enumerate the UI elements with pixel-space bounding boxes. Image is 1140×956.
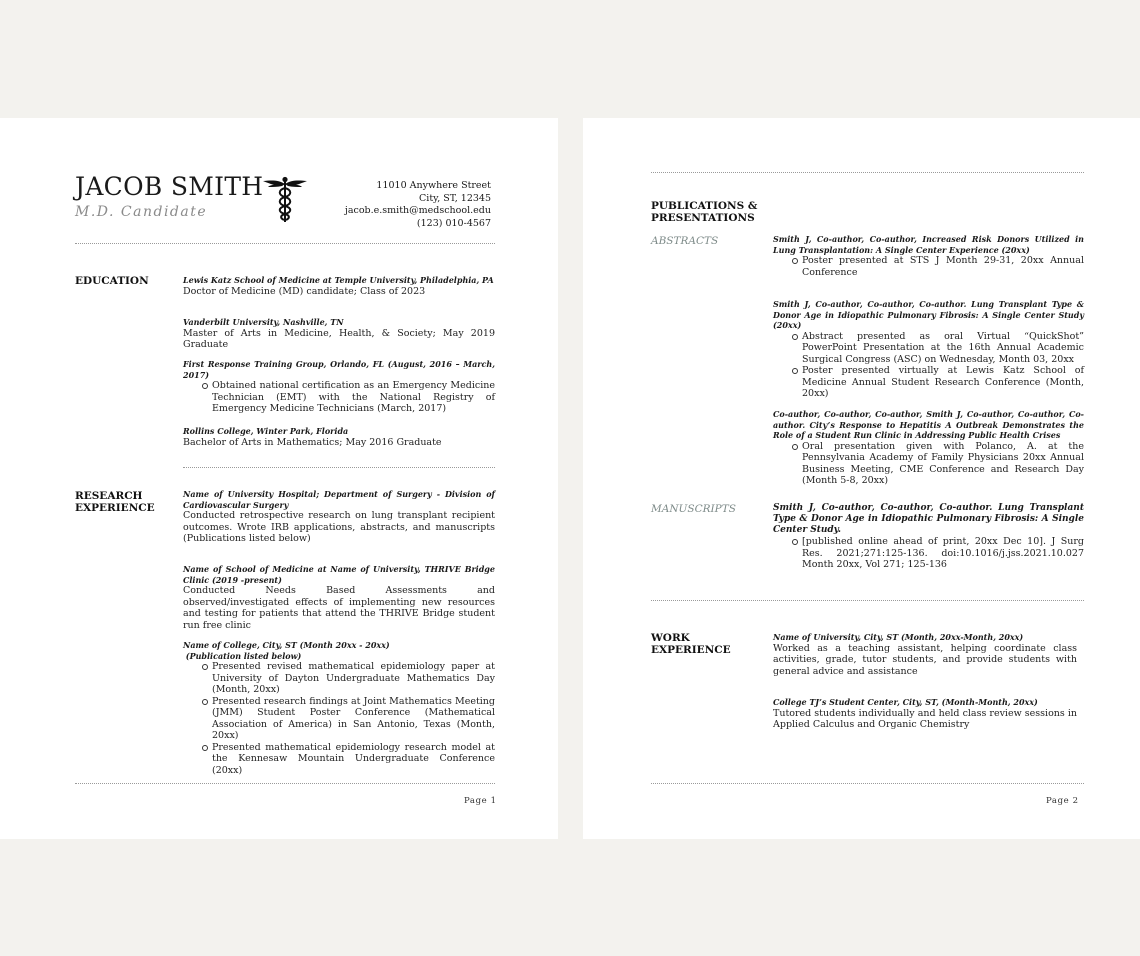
entry-text: Tutored students individually and held class review sessions in Applied Calculus and Organic Chemistry — [773, 707, 1077, 730]
education-title: EDUCATION — [75, 275, 149, 287]
entry-text: Bachelor of Arts in Mathematics; May 2016 Graduate — [183, 436, 442, 448]
resume-page-1 — [0, 118, 558, 839]
entry-heading: Name of University Hospital; Department of Surgery - Division of Cardiovascular Surgery — [183, 489, 495, 510]
contact-street: 11010 Anywhere Street — [376, 180, 491, 191]
education-entry — [183, 275, 495, 297]
entry-heading: Name of College, City, ST (Month 20xx - 20xx) — [183, 640, 390, 650]
work-entry — [773, 697, 1077, 731]
entry-bullets — [183, 380, 495, 415]
publications-title-line1: PUBLICATIONS & — [651, 200, 758, 212]
entry-text: Doctor of Medicine (MD) candidate; Class of 2023 — [183, 285, 426, 297]
abstract-entry — [773, 234, 1084, 278]
entry-text: Conducted Needs Based Assessments and observed/investigated effects of implementing new resources and testing for patients that attend the THRIVE Bridge student run free clinic — [183, 585, 495, 631]
research-title-line2: EXPERIENCE — [75, 502, 155, 514]
bullet-item: Poster presented at STS J Month 29-31, 20xx Annual Conference — [802, 255, 1084, 278]
entry-bullets — [773, 255, 1084, 278]
research-title-line1: RESEARCH — [75, 490, 143, 502]
entry-heading: Lewis Katz School of Medicine at Temple University, Philadelphia, PA — [183, 275, 494, 285]
bullet-item: [published online ahead of print, 20xx Dec 10]. J Surg Res. 2021;271:125-136. doi:10.1016/j.jss.2021.10.027 Month 20xx, Vol 271; 125-136 — [802, 536, 1084, 570]
entry-heading: College TJ’s Student Center, City, ST, (Month-Month, 20xx) — [773, 697, 1038, 707]
contact-city: City, ST, 12345 — [419, 192, 491, 204]
page-number: Page 1 — [464, 796, 497, 806]
entry-text: Conducted retrospective research on lung transplant recipient outcomes. Wrote IRB applications, abstracts, and manuscripts (Publications listed below) — [183, 510, 495, 544]
contact-phone: (123) 010-4567 — [416, 217, 491, 229]
entry-heading: Co-author, Co-author, Co-author, Smith J, Co-author, Co-author, Co-author. City’s Response to Hepatitis A Outbreak Demonstrates the Role of a Student Run Clinic in Addressing Public Health Crises — [773, 409, 1084, 440]
entry-text: Worked as a teaching assistant, helping coordinate class activities, grade, tutor students, and provide students with general advice and assistance — [773, 642, 1077, 677]
bullet-item: Poster presented virtually at Lewis Katz School of Medicine Annual Student Research Conference (Month, 20xx) — [802, 365, 1084, 399]
entry-heading: Smith J, Co-author, Co-author, Increased Risk Donors Utilized in Lung Transplantation: A Single Center Experience (20xx) — [773, 234, 1084, 255]
caduceus-icon — [262, 175, 308, 223]
research-entry — [183, 489, 495, 545]
work-title-line1: WORK — [651, 632, 690, 644]
research-entry — [183, 640, 495, 776]
top-divider — [651, 172, 1084, 173]
bullet-item: Presented revised mathematical epidemiology paper at University of Dayton Undergraduate Mathematics Day (Month, 20xx) — [212, 661, 495, 695]
entry-bullets — [183, 661, 495, 776]
work-title-line2: EXPERIENCE — [651, 644, 731, 656]
entry-bullets — [773, 536, 1084, 571]
abstracts-label: ABSTRACTS — [651, 235, 719, 247]
education-entry — [183, 426, 495, 448]
header-divider — [75, 243, 495, 244]
education-entry — [183, 317, 495, 351]
bullet-item: Obtained national certification as an Emergency Medicine Technician (EMT) with the National Registry of Emergency Medicine Technicians (March, 2017) — [212, 380, 495, 414]
bullet-item: Abstract presented as oral Virtual “QuickShot” PowerPoint Presentation at the 16th Annual Academic Surgical Congress (ASC) on Wednesday, Month 03, 20xx — [802, 330, 1084, 365]
candidate-name: JACOB SMITH — [75, 172, 264, 201]
research-entry — [183, 564, 495, 631]
entry-heading-note: (Publication listed below) — [183, 650, 302, 661]
work-entry — [773, 632, 1077, 677]
contact-email: jacob.e.smith@medschool.edu — [344, 205, 491, 216]
entry-heading: Name of School of Medicine at Name of University, THRIVE Bridge Clinic (2019 -present) — [183, 564, 495, 585]
abstract-entry — [773, 409, 1084, 487]
page-number: Page 2 — [1046, 796, 1079, 806]
manuscripts-label: MANUSCRIPTS — [651, 503, 736, 515]
section-divider — [651, 600, 1084, 601]
education-entry — [183, 359, 495, 415]
bullet-item: Presented mathematical epidemiology research model at the Kennesaw Mountain Undergraduate Conference (20xx) — [212, 741, 495, 776]
bullet-item: Oral presentation given with Polanco, A. at the Pennsylvania Academy of Family Physicians 20xx Annual Business Meeting, CME Conference and Research Day (Month 5-8, 20xx) — [802, 440, 1084, 486]
entry-text: Master of Arts in Medicine, Health, & Society; May 2019 Graduate — [183, 327, 495, 350]
footer-divider — [75, 783, 495, 784]
footer-divider — [651, 783, 1084, 784]
publications-title — [651, 200, 757, 224]
bullet-item: Presented research findings at Joint Mathematics Meeting (JMM) Student Poster Conference (Mathematical Association of America) in San Antonio, Texas (Month, 20xx) — [212, 695, 495, 741]
entry-heading: Name of University, City, ST (Month, 20xx-Month, 20xx) — [773, 632, 1024, 642]
candidate-subtitle: M.D. Candidate — [75, 204, 208, 220]
entry-bullets — [773, 441, 1084, 487]
entry-heading: Vanderbilt University, Nashville, TN — [183, 317, 344, 327]
manuscript-entry — [773, 503, 1084, 571]
section-divider — [183, 467, 495, 468]
entry-heading: Smith J, Co-author, Co-author, Co-author. Lung Transplant Type & Donor Age in Idiopathic Pulmonary Fibrosis: A Single Center Study (20xx) — [773, 299, 1084, 330]
work-title — [651, 632, 731, 656]
entry-heading: First Response Training Group, Orlando, FL (August, 2016 – March, 2017) — [183, 359, 495, 380]
entry-heading: Rollins College, Winter Park, Florida — [183, 426, 349, 436]
contact-block — [345, 180, 491, 230]
publications-title-line2: PRESENTATIONS — [651, 212, 755, 224]
abstract-entry — [773, 299, 1084, 400]
entry-heading: Smith J, Co-author, Co-author, Co-author. Lung Transplant Type & Donor Age in Idiopathic Pulmonary Fibrosis: A Single Center Study. — [773, 503, 1084, 535]
resume-page-2 — [583, 118, 1140, 839]
research-title — [75, 490, 155, 514]
entry-bullets — [773, 331, 1084, 400]
